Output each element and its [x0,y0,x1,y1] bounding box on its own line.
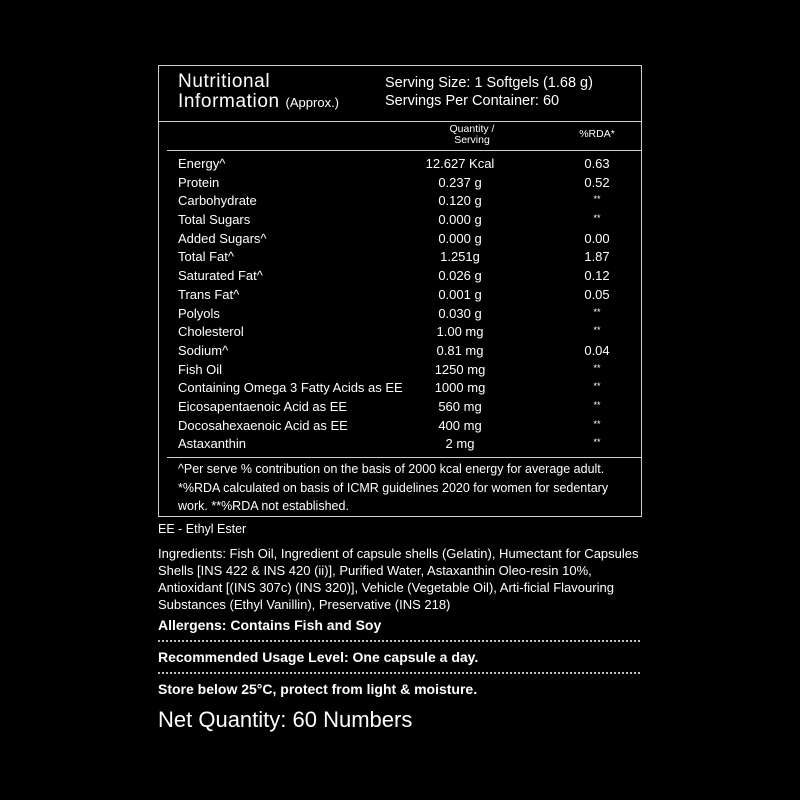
nutrient-name: Protein [178,174,220,190]
nutrient-rda: ** [593,418,601,429]
nutrient-row [159,267,641,286]
nutrient-row [159,174,641,193]
nutrient-name: Total Sugars [178,212,251,228]
nutrient-rda: 0.12 [584,268,610,284]
title-line-2: Information [178,91,280,112]
nutrient-row [159,192,641,211]
title-approx: (Approx.) [285,95,340,110]
nutrient-name: Sodium^ [178,342,229,358]
column-header-divider [167,150,641,151]
nutrient-rda: ** [593,437,601,448]
column-header-rda: %RDA* [579,128,615,140]
nutrient-row [159,248,641,267]
nutrient-name: Cholesterol [178,324,244,340]
nutrient-row [159,230,641,249]
nutrient-rda: ** [593,194,601,205]
nutrient-quantity: 12.627 Kcal [425,156,495,171]
nutrient-rda: 0.05 [584,286,610,302]
nutrient-quantity: 400 mg [438,417,482,433]
storage: Store below 25°C, protect from light & moisture. [158,681,478,697]
header-divider [159,121,641,122]
nutrient-rda: ** [593,362,601,373]
nutrient-quantity: 1.00 mg [436,324,484,340]
nutrient-quantity: 0.000 g [438,230,482,246]
nutrient-name: Astaxanthin [178,436,246,452]
nutrient-quantity: 1.251g [440,249,480,265]
ingredients: Ingredients: Fish Oil, Ingredient of capsule shells (Gelatin), Humectant for Capsules Shells [INS 422 & INS 420 (ii)], Purified Water, Astaxanthin Oleo-resin 10%, Antioxidant [(INS 307c) (INS 320)], Vehicle (Vegetable Oil), Arti-ficial Flavouring Substances (Ethyl Vanillin), Preservative (INS 218) [158,546,639,612]
nutrition-panel [158,65,642,517]
nutrient-quantity: 0.81 mg [436,342,484,358]
panel-header [159,66,641,121]
nutrient-rda: ** [593,325,601,336]
title-line-1: Nutritional [178,71,271,92]
nutrient-rda: ** [593,399,601,410]
nutrient-row [159,211,641,230]
nutrient-quantity: 0.030 g [438,305,482,321]
nutrient-quantity: 0.000 g [438,212,482,228]
column-header-quantity-line1: Quantity / [449,123,495,135]
serving-info [385,74,593,110]
nutrient-quantity: 0.120 g [438,193,482,209]
nutrient-rda: 1.87 [584,249,610,265]
nutrient-quantity: 0.001 g [438,286,482,302]
nutrient-rda: ** [593,213,601,224]
nutrient-row [159,155,641,174]
nutrient-quantity: 2 mg [445,436,475,452]
nutrient-rda: 0.63 [584,156,610,171]
nutrient-row [159,435,641,454]
nutrient-name: Docosahexaenoic Acid as EE [178,417,348,433]
nutrient-quantity: 1250 mg [434,361,486,377]
nutrient-row [159,305,641,324]
nutrient-row [159,398,641,417]
nutrient-rda: ** [593,381,601,392]
nutrient-rda: 0.52 [584,174,610,190]
net-quantity: Net Quantity: 60 Numbers [158,707,413,732]
nutrient-name: Trans Fat^ [178,286,240,302]
nutrient-name: Fish Oil [178,361,223,377]
nutrient-quantity: 1000 mg [434,380,486,396]
nutrient-row [159,361,641,380]
nutrient-quantity: 0.237 g [438,174,482,190]
nutrient-quantity: 0.026 g [438,268,482,284]
nutrient-rda: 0.04 [584,342,610,358]
nutrient-name: Carbohydrate [178,193,257,209]
footnote: ^Per serve % contribution on the basis of 2000 kcal energy for average adult. *%RDA calculated on basis of ICMR guidelines 2020 for women for sedentary work. **%RDA not established. [178,462,609,513]
nutrient-rda: 0.00 [584,230,610,246]
serving-size: Serving Size: 1 Softgels (1.68 g) [385,75,593,91]
nutrient-name: Eicosapentaenoic Acid as EE [178,398,348,414]
nutrient-row [159,342,641,361]
usage-level: Recommended Usage Level: One capsule a day. [158,649,479,665]
nutrient-row [159,286,641,305]
dotted-divider-2 [158,672,640,674]
nutrient-name: Saturated Fat^ [178,268,263,284]
servings-per-container: Servings Per Container: 60 [385,93,560,109]
nutrient-row [159,323,641,342]
nutrient-quantity: 560 mg [438,398,482,414]
nutrient-name: Energy^ [178,156,226,171]
nutrient-name: Total Fat^ [178,249,234,265]
footnote-divider [167,457,641,458]
column-header-quantity-line2: Serving [454,134,490,146]
column-header-quantity [407,124,537,146]
dotted-divider-1 [158,640,640,642]
nutrient-name: Containing Omega 3 Fatty Acids as EE [178,380,403,396]
nutrient-rda: ** [593,306,601,317]
nutrient-name: Added Sugars^ [178,230,267,246]
nutrient-name: Polyols [178,305,220,321]
nutrient-rows [159,155,641,454]
nutrient-row [159,379,641,398]
nutrient-row [159,417,641,436]
panel-title [178,72,339,113]
ee-note: EE - Ethyl Ester [158,522,247,536]
allergens: Allergens: Contains Fish and Soy [158,617,382,633]
